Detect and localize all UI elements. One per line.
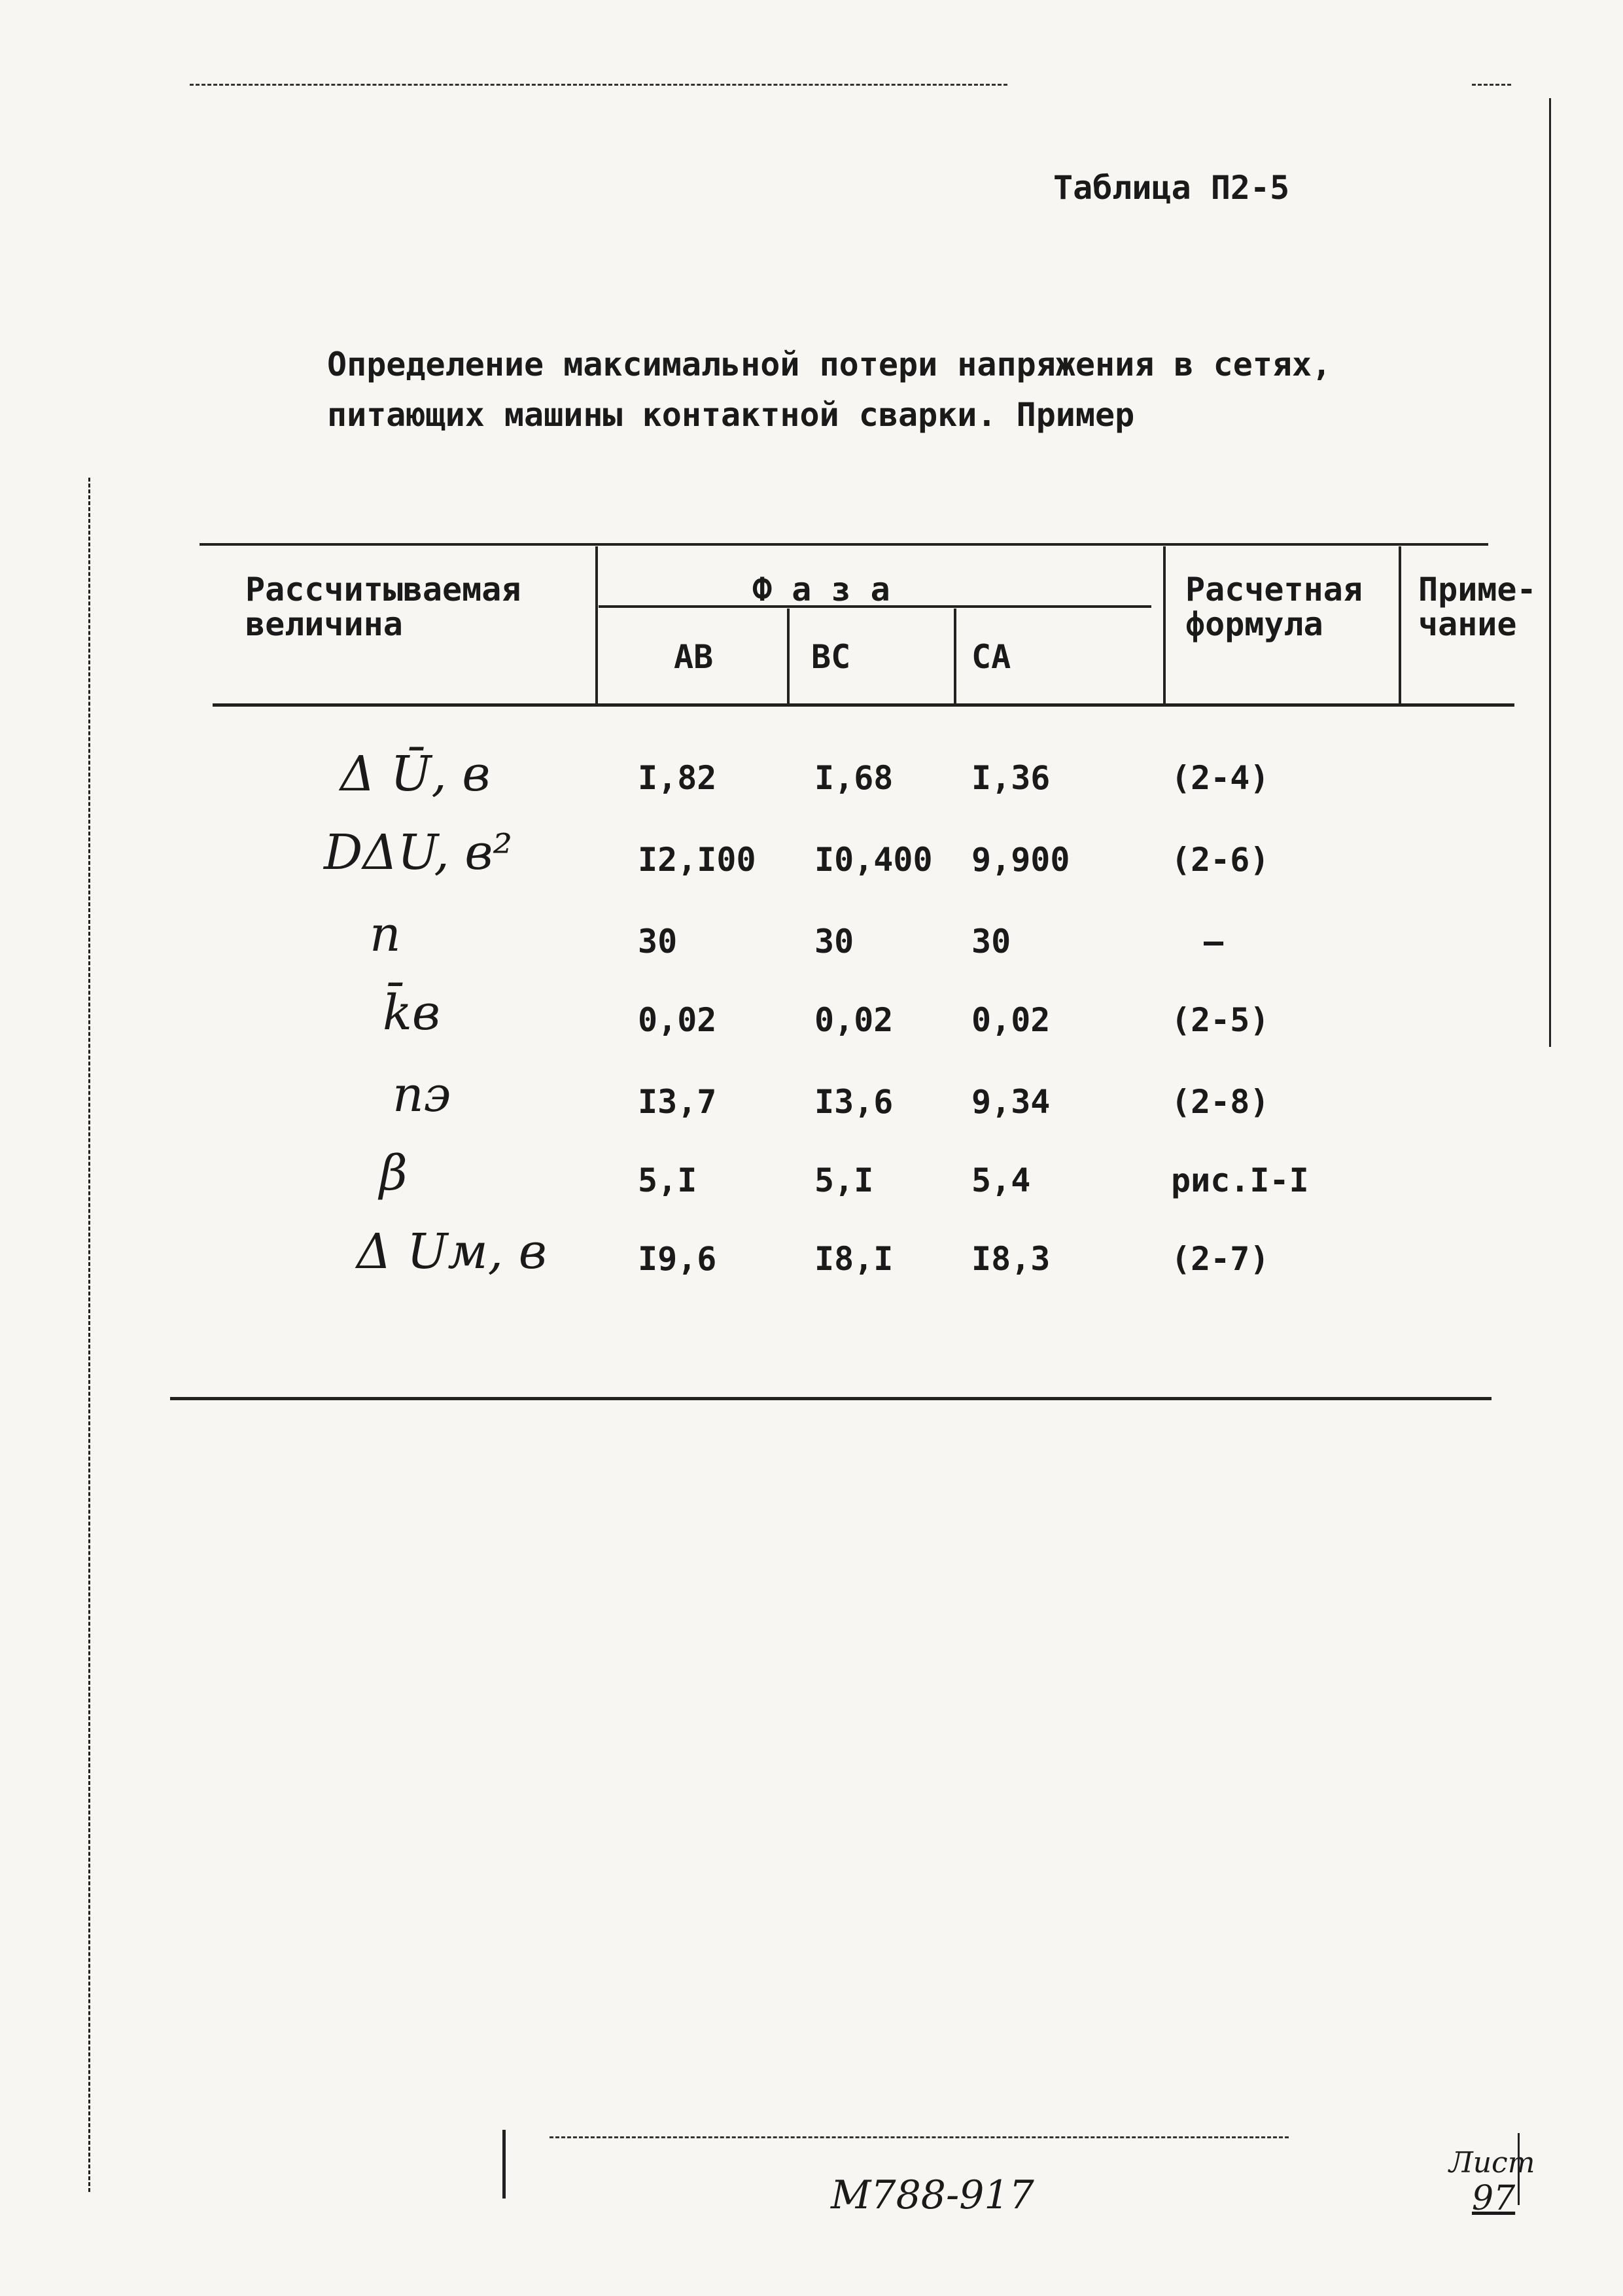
- row-value-ca: I8,3: [971, 1240, 1051, 1278]
- row-formula: (2-6): [1171, 841, 1270, 879]
- title-line-2: питающих машины контактной сварки. Пример: [327, 396, 1135, 434]
- table-row: [0, 985, 1623, 1050]
- table-label: Таблица П2-5: [1053, 169, 1290, 207]
- table-bottom-rule: [170, 1397, 1492, 1400]
- table-row: [0, 906, 1623, 972]
- header-quantity-line2: величина: [245, 605, 403, 643]
- row-formula: (2-4): [1171, 759, 1270, 797]
- row-value-bc: 30: [814, 923, 854, 961]
- row-quantity-label: Δ Uм, в: [357, 1224, 547, 1280]
- table-top-rule: [200, 543, 1488, 546]
- col-divider-2: [787, 609, 790, 703]
- table-row: [0, 824, 1623, 890]
- table-row: [0, 746, 1623, 811]
- row-value-ca: 5,4: [971, 1161, 1031, 1199]
- row-value-bc: 0,02: [814, 1001, 894, 1039]
- top-dashed-line: [190, 84, 1007, 86]
- header-phase: Ф а з а: [752, 571, 890, 609]
- header-note-line2: чание: [1418, 605, 1517, 643]
- header-quantity-line1: Рассчитываемая: [245, 571, 521, 609]
- header-formula-line1: Расчетная: [1185, 571, 1363, 609]
- row-value-ca: 30: [971, 923, 1011, 961]
- header-ca: СА: [971, 638, 1011, 676]
- col-divider-3: [954, 609, 956, 703]
- row-quantity-label: DΔU, в²: [324, 824, 513, 881]
- row-formula: —: [1204, 923, 1224, 961]
- row-value-ab: 0,02: [638, 1001, 717, 1039]
- footer-left-bar: [502, 2130, 506, 2199]
- row-value-ca: 9,34: [971, 1083, 1051, 1121]
- row-quantity-label: n: [370, 906, 401, 963]
- row-value-ab: I,82: [638, 759, 717, 797]
- table-row: [0, 1224, 1623, 1289]
- col-divider-5: [1399, 546, 1401, 703]
- sheet-label: Лист: [1449, 2146, 1535, 2180]
- row-formula: (2-8): [1171, 1083, 1270, 1121]
- row-quantity-label: β: [379, 1145, 408, 1201]
- row-value-ab: I3,7: [638, 1083, 717, 1121]
- left-margin-line: [88, 478, 90, 2192]
- row-value-ca: 9,900: [971, 841, 1070, 879]
- row-value-ab: 30: [638, 923, 678, 961]
- sheet-box-line: [1518, 2133, 1520, 2205]
- row-value-ab: I2,I00: [638, 841, 756, 879]
- row-value-bc: 5,I: [814, 1161, 874, 1199]
- row-value-bc: I3,6: [814, 1083, 894, 1121]
- row-value-bc: I8,I: [814, 1240, 894, 1278]
- row-value-ab: 5,I: [638, 1161, 697, 1199]
- document-code: М788-917: [831, 2172, 1034, 2218]
- col-divider-4: [1163, 546, 1166, 703]
- row-formula: (2-7): [1171, 1240, 1270, 1278]
- title-line-1: Определение максимальной потери напряжения в сетях,: [327, 345, 1332, 383]
- header-bc: ВС: [811, 638, 851, 676]
- header-bottom-rule: [213, 703, 1514, 707]
- right-margin-line: [1549, 98, 1551, 1047]
- row-value-bc: I0,400: [814, 841, 933, 879]
- row-value-ca: I,36: [971, 759, 1051, 797]
- sheet-number: 97: [1472, 2179, 1516, 2218]
- table-row: [0, 1067, 1623, 1132]
- row-value-ab: I9,6: [638, 1240, 717, 1278]
- row-value-ca: 0,02: [971, 1001, 1051, 1039]
- footer-dashed-line: [550, 2136, 1289, 2138]
- top-right-dash: [1472, 84, 1511, 86]
- row-formula: рис.I-I: [1171, 1161, 1309, 1199]
- table-row: [0, 1145, 1623, 1210]
- row-quantity-label: nэ: [393, 1067, 451, 1123]
- row-quantity-label: Δ Ū, в: [340, 746, 491, 802]
- col-divider-1: [595, 546, 598, 703]
- header-note-line1: Приме-: [1418, 571, 1537, 609]
- row-value-bc: I,68: [814, 759, 894, 797]
- header-formula-line2: формула: [1185, 605, 1323, 643]
- row-formula: (2-5): [1171, 1001, 1270, 1039]
- header-ab: АВ: [674, 638, 714, 676]
- row-quantity-label: k̄в: [383, 985, 440, 1041]
